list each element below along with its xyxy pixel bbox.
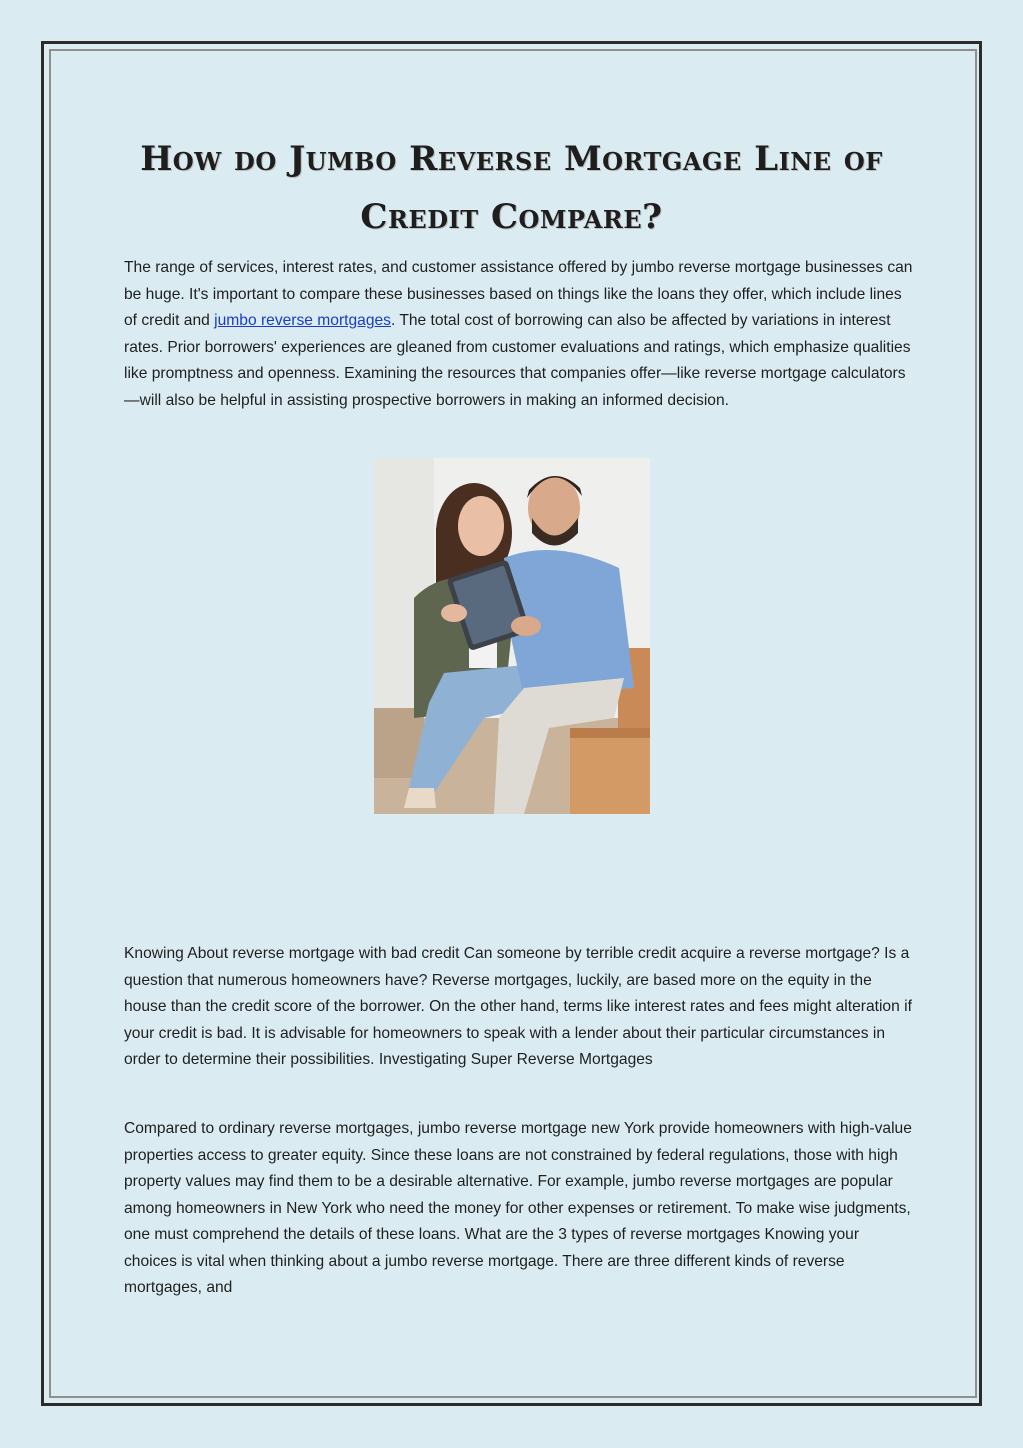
- intro-paragraph: [124, 255, 914, 414]
- page-title: How do Jumbo Reverse Mortgage Line of Credit Compare?: [140, 139, 883, 237]
- jumbo-new-york-paragraph: Compared to ordinary reverse mortgages, jumbo reverse mortgage new York provide homeowners with high-value properties access to greater equity. Since these loans are not constrained by federal regulations, those with high property values may find them to be a desirable alternative. For example, jumbo reverse mortgages are popular among homeowners in New York who need the money for other expenses or retirement. To make wise judgments, one must comprehend the details of these loans. What are the 3 types of reverse mortgages Knowing your choices is vital when thinking about a jumbo reverse mortgage. There are three different kinds of reverse mortgages, and: [124, 1120, 912, 1296]
- jumbo-reverse-mortgages-link[interactable]: jumbo reverse mortgages: [214, 312, 391, 329]
- intro-text-after-link: . The total cost of borrowing can also be affected by variations in interest rates. Prior borrowers' experiences are gleaned from customer evaluations and ratings, which emphasize qualities like promptness and openness. Examining the resources that companies offer—like reverse mortgage calculators—will also be helpful in assisting prospective borrowers in making an informed decision.: [124, 312, 911, 409]
- intro-text-before-link: The range of services, interest rates, and customer assistance offered by jumbo reverse mortgage businesses can be huge. It's important to compare these businesses based on things like the loans they offer, which include lines of credit and: [124, 259, 913, 329]
- couple-with-tablet-photo: [374, 458, 650, 814]
- bad-credit-paragraph: Knowing About reverse mortgage with bad credit Can someone by terrible credit acquire a reverse mortgage? Is a question that numerous homeowners have? Reverse mortgages, luckily, are based more on the equity in the house than the credit score of the borrower. On the other hand, terms like interest rates and fees might alteration if your credit is bad. It is advisable for homeowners to speak with a lender about their particular circumstances in order to determine their possibilities. Investigating Super Reverse Mortgages: [124, 945, 912, 1068]
